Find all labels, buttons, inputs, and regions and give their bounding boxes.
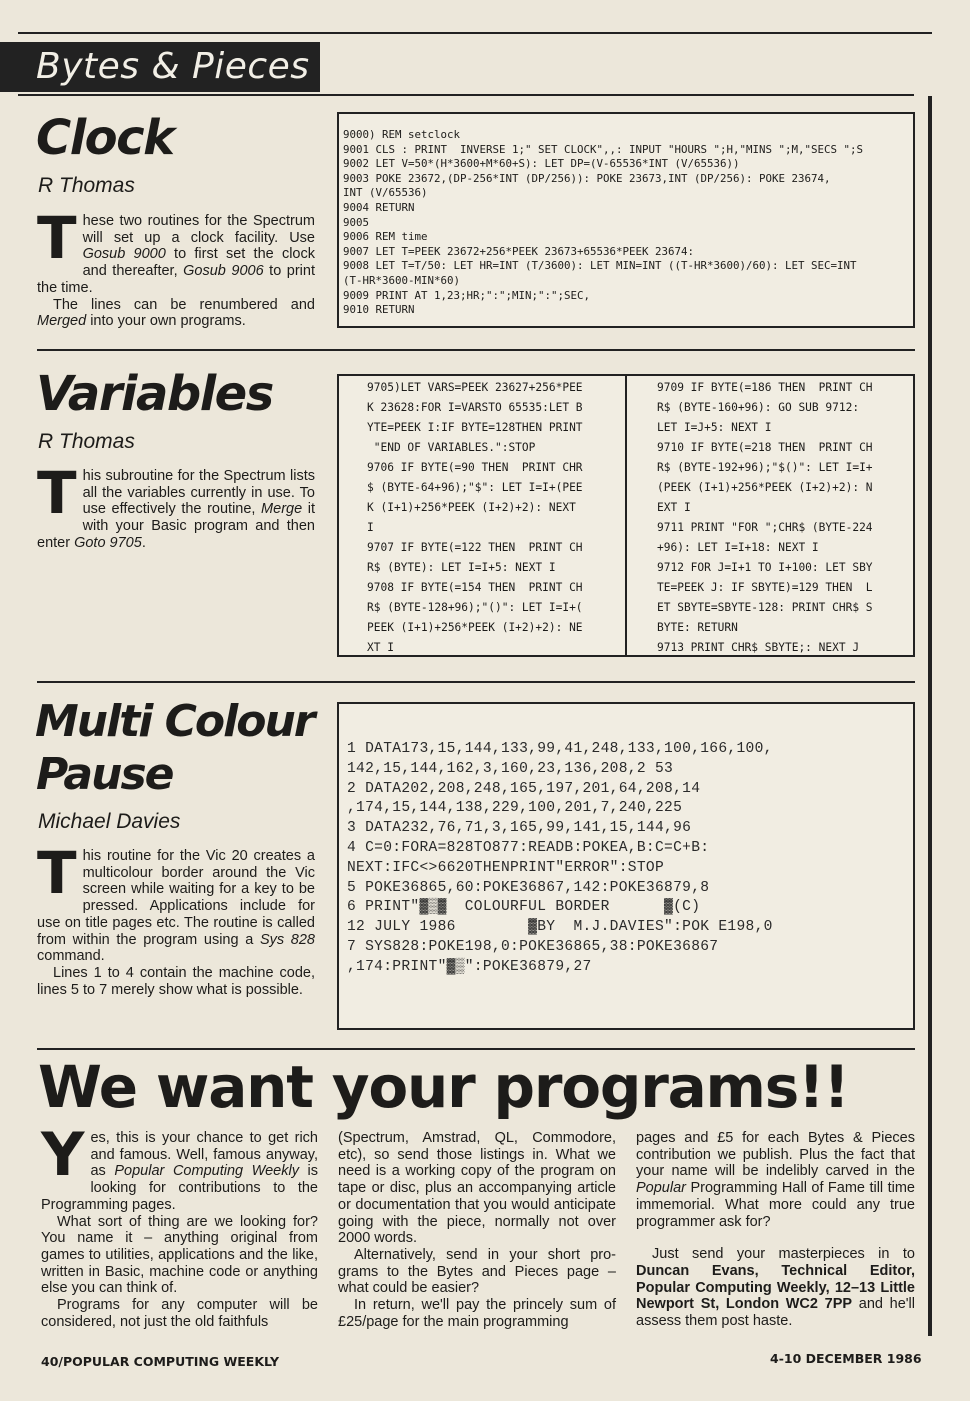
- clock-text-2c: into your own programs.: [86, 313, 246, 330]
- clock-author: R Thomas: [38, 174, 135, 197]
- programs-c3-p2c: and he'll assess them post haste.: [636, 1296, 915, 1330]
- footer-issue-date: 4-10 DECEMBER 1986: [770, 1351, 922, 1366]
- clock-code-box: [337, 112, 915, 328]
- variables-code-box: [337, 374, 915, 657]
- variables-text-1e: .: [141, 534, 146, 551]
- variables-dropcap: T: [37, 459, 77, 527]
- multicolour-text-1c: command.: [37, 948, 105, 965]
- variables-divider: [37, 681, 915, 683]
- section-banner: [0, 42, 320, 92]
- multicolour-author: Michael Davies: [38, 810, 181, 833]
- programs-c3-p1a: pages and £5 for each Bytes & Pieces contribution we publish. Plus the fact that your name will be indelibly carved in the: [636, 1130, 915, 1180]
- clock-text-2a: The lines can be renumbered and: [53, 296, 315, 313]
- clock-text-1b: Gosub 9000: [82, 246, 166, 263]
- multicolour-divider: [37, 1048, 915, 1050]
- programs-c3-p2b: Duncan Evans, Technical Editor, Popular Computing Weekly, 12–13 Little Newport St, London WC2 7PP: [636, 1262, 915, 1313]
- programs-c3-p1c: Programming Hall of Fame till time immemorial. What more could any true programmer ask for?: [636, 1180, 915, 1230]
- programs-c2-p2: Alternatively, send in your short programs to the Bytes and Pieces page – what could be easier?: [338, 1246, 616, 1297]
- programs-c1-p2: What sort of thing are we looking for? You name it – anything original from games to utilities, applications and the like, written in Basic, machine code or anything else you can think of.: [41, 1213, 318, 1297]
- programs-c3-p1b: Popular: [636, 1180, 686, 1197]
- variables-code-column-divider: [625, 376, 627, 655]
- variables-title: Variables: [36, 366, 273, 422]
- multicolour-text-1a: his routine for the Vic 20 creates a multicolour border around the Vic screen while waiting for a key to be pressed. Applications include for use on title pages etc. The routine is called from within the program using a: [37, 848, 315, 948]
- clock-text-1a: hese two routines for the Spectrum will set up a clock facility. Use: [82, 213, 315, 246]
- multicolour-text-1b: Sys 828: [259, 931, 315, 948]
- variables-text-1b: Merge: [261, 501, 303, 518]
- banner-underline: [18, 94, 914, 96]
- multicolour-text-2: Lines 1 to 4 contain the machine code, lines 5 to 7 merely show what is possible.: [37, 964, 315, 998]
- programs-c2-p3: In return, we'll pay the princely sum of £25/page for the main programming: [338, 1297, 616, 1330]
- variables-text-1c: it with your Basic program and then enter: [37, 501, 315, 551]
- variables-code-right: 9709 IF BYTE(=186 THEN PRINT CH R$ (BYTE-160+96): GO SUB 9712: LET I=J+5: NEXT I 9710 IF BYTE(=218 THEN PRINT CH R$ (BYTE-192+96);"$()": LET I=I+ (PEEK (I+1)+256*PEEK (I+2)+2): N EXT I 9711 PRINT "FOR ";CHR$ (BYTE-224 +96): LET I=I+18: NEXT I 9712 FOR J=I+1 TO I+100: LET SBY TE=PEEK J: IF SBYTE)=129 THEN L ET SBYTE=SBYTE-128: PRINT CHR$ S BYTE: RETURN 9713 PRINT CHR$ SBYTE;: NEXT J: [657, 381, 873, 654]
- multicolour-code: 1 DATA173,15,144,133,99,41,248,133,100,166,100, 142,15,144,162,3,160,23,136,208,2 53 2 DATA202,208,248,165,197,201,64,208,14 ,174,15,144,138,229,100,201,7,240,225 3 DATA232,76,71,3,165,99,141,15,144,96 4 C=0:FORA=828TO877:READB:POKEA,B:C=C+B: NEXT:IFC<>6620THENPRINT"ERROR":STOP 5 POKE36865,60:POKE36867,142:POKE36879,8 6 PRINT"▓▒▓ COLOURFUL BORDER ▓(C) 12 JULY 1986 ▓BY M.J.DAVIES":POK E198,0 7 SYS828:POKE198,0:POKE36865,38:POKE36867 ,174:PRINT"▓▒":POKE36879,27: [347, 741, 773, 975]
- clock-title: Clock: [36, 110, 174, 166]
- multicolour-title-line1: Multi Colour: [35, 696, 314, 747]
- programs-column-1: [41, 1120, 319, 1330]
- clock-text-1e: to print the time.: [37, 263, 315, 296]
- variables-text-1d: Goto 9705: [74, 534, 142, 551]
- programs-c3-p2a: Just send your masterpieces in to: [652, 1246, 915, 1263]
- programs-c1-p1b: Popular Computing Weekly: [114, 1163, 299, 1180]
- programs-column-2: [338, 1130, 616, 1330]
- clock-text-1d: Gosub 9006: [183, 263, 264, 280]
- clock-code: 9000) REM setclock 9001 CLS : PRINT INVERSE 1;" SET CLOCK",,: INPUT "HOURS ";H,"MINS ";M,"SECS ";S 9002 LET V=50*(H*3600+M*60+S): LET DP=(V-65536*INT (V/65536)) 9003 POKE 23672,(DP-256*INT (DP/256)): POKE 23673,INT (DP/256): POKE 23674, INT (V/65536) 9004 RETURN 9005 9006 REM time 9007 LET T=PEEK 23672+256*PEEK 23673+65536*PEEK 23674: 9008 LET T=T/50: LET HR=INT (T/3600): LET MIN=INT ((T-HR*3600)/60): LET SEC=INT (T-HR*3600-MIN*60) 9009 PRINT AT 1,23;HR;":";MIN;":";SEC, 9010 RETURN: [343, 128, 864, 317]
- programs-title: We want your programs!!: [38, 1053, 849, 1121]
- clock-body: [37, 204, 315, 330]
- multicolour-body: [37, 839, 315, 998]
- variables-text-1a: his subroutine for the Spectrum lists all the variables currently in use. To use effectively the routine,: [82, 468, 315, 518]
- variables-body: [37, 459, 315, 552]
- programs-c2-p1: (Spectrum, Amstrad, QL, Commodore, etc), so send those listings in. What we need is a working copy of the program on tape or disc, plus an accompanying article or documentation that you would anticipate going with the piece, normally not over 2000 words.: [338, 1130, 616, 1247]
- clock-dropcap: T: [37, 204, 77, 272]
- multicolour-code-box: [337, 702, 915, 1030]
- top-rule: [18, 32, 932, 34]
- programs-column-3: [636, 1130, 915, 1330]
- programs-c1-p3: Programs for any computer will be considered, not just the old faithfuls: [41, 1297, 318, 1330]
- clock-text-1c: to first set the clock and thereafter,: [82, 246, 315, 280]
- variables-code-left: 9705)LET VARS=PEEK 23627+256*PEE K 23628:FOR I=VARSTO 65535:LET B YTE=PEEK I:IF BYTE=128THEN PRINT "END OF VARIABLES.":STOP 9706 IF BYTE(=90 THEN PRINT CHR $ (BYTE-64+96);"$": LET I=I+(PEE K (I+1)+256*PEEK (I+2)+2): NEXT I 9707 IF BYTE(=122 THEN PRINT CH R$ (BYTE): LET I=I+5: NEXT I 9708 IF BYTE(=154 THEN PRINT CH R$ (BYTE-128+96);"()": LET I=I+( PEEK (I+1)+256*PEEK (I+2)+2): NE XT I: [367, 381, 583, 654]
- multicolour-dropcap: T: [37, 839, 77, 907]
- variables-author: R Thomas: [38, 430, 135, 453]
- clock-text-2b: Merged: [37, 313, 87, 330]
- section-title: Bytes & Pieces: [36, 46, 310, 87]
- programs-c1-p1a: es, this is your chance to get rich and famous. Well, famous anyway, as: [90, 1130, 318, 1180]
- right-margin-rule: [928, 96, 932, 1336]
- footer-page-info: 40/POPULAR COMPUTING WEEKLY: [41, 1354, 280, 1369]
- programs-c1-p1c: is looking for contributions to the Programming pages.: [41, 1163, 319, 1213]
- clock-divider: [37, 349, 915, 351]
- programs-dropcap: Y: [41, 1120, 85, 1190]
- multicolour-title-line2: Pause: [36, 749, 173, 800]
